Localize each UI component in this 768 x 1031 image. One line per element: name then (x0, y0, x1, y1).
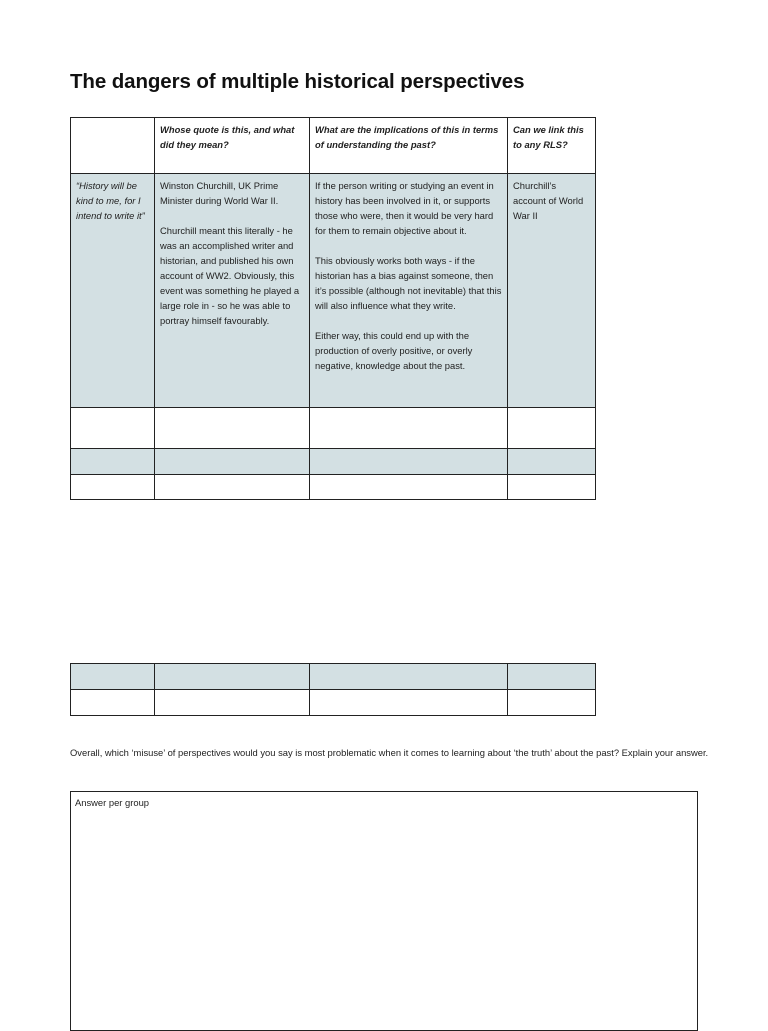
who-paragraph-1: Winston Churchill, UK Prime Minister during World War II. (160, 180, 281, 206)
implications-paragraph-1: If the person writing or studying an event in history has been involved in it, or supports those who were, then it would be very hard for them to remain objective about it. (315, 180, 497, 236)
empty-cell[interactable] (71, 408, 155, 449)
table-row-empty (71, 475, 596, 500)
empty-cell[interactable] (155, 475, 310, 500)
empty-cell[interactable] (310, 408, 508, 449)
table-row-empty (71, 449, 596, 475)
header-implications: What are the implications of this in terms of understanding the past? (310, 118, 508, 174)
empty-cell[interactable] (71, 475, 155, 500)
header-cell-empty (71, 118, 155, 174)
empty-cell[interactable] (508, 408, 596, 449)
header-rls: Can we link this to any RLS? (508, 118, 596, 174)
table-row-empty (71, 690, 596, 716)
quote-cell: “History will be kind to me, for I intend to write it” (71, 174, 155, 408)
page-title: The dangers of multiple historical perspectives (70, 70, 525, 93)
empty-cell[interactable] (71, 449, 155, 475)
table-row-empty (71, 664, 596, 690)
implications-paragraph-2: This obviously works both ways - if the historian has a bias against someone, then it’s possible (although not inevitable) that this will also influence what they write. (315, 255, 505, 311)
reflection-question: Overall, which ‘misuse’ of perspectives would you say is most problematic when it comes to learning about ‘the truth’ about the past? Explain your answer. (70, 747, 709, 758)
empty-cell[interactable] (310, 449, 508, 475)
empty-cell[interactable] (310, 690, 508, 716)
empty-cell[interactable] (508, 664, 596, 690)
rls-cell: Churchill’s account of World War II (508, 174, 596, 408)
empty-cell[interactable] (310, 475, 508, 500)
who-cell (155, 174, 310, 408)
empty-cell[interactable] (155, 408, 310, 449)
who-paragraph-2: Churchill meant this literally - he was an accomplished writer and historian, and published his own account of WW2. Obviously, this event was something he played a large role in - so he was able to portray himself favourably. (160, 225, 302, 326)
table-row (71, 174, 596, 408)
perspectives-table-continued (70, 663, 596, 716)
empty-cell[interactable] (508, 475, 596, 500)
empty-cell[interactable] (155, 690, 310, 716)
table-header-row (71, 118, 596, 174)
answer-placeholder: Answer per group (75, 797, 149, 808)
empty-cell[interactable] (508, 690, 596, 716)
empty-cell[interactable] (71, 664, 155, 690)
empty-cell[interactable] (310, 664, 508, 690)
implications-paragraph-3: Either way, this could end up with the production of overly positive, or overly negative, knowledge about the past. (315, 330, 475, 371)
empty-cell[interactable] (155, 664, 310, 690)
empty-cell[interactable] (155, 449, 310, 475)
empty-cell[interactable] (71, 690, 155, 716)
implications-cell (310, 174, 508, 408)
header-whose-quote: Whose quote is this, and what did they mean? (155, 118, 310, 174)
answer-box[interactable] (70, 791, 698, 1031)
perspectives-table (70, 117, 596, 500)
table-row-empty (71, 408, 596, 449)
empty-cell[interactable] (508, 449, 596, 475)
